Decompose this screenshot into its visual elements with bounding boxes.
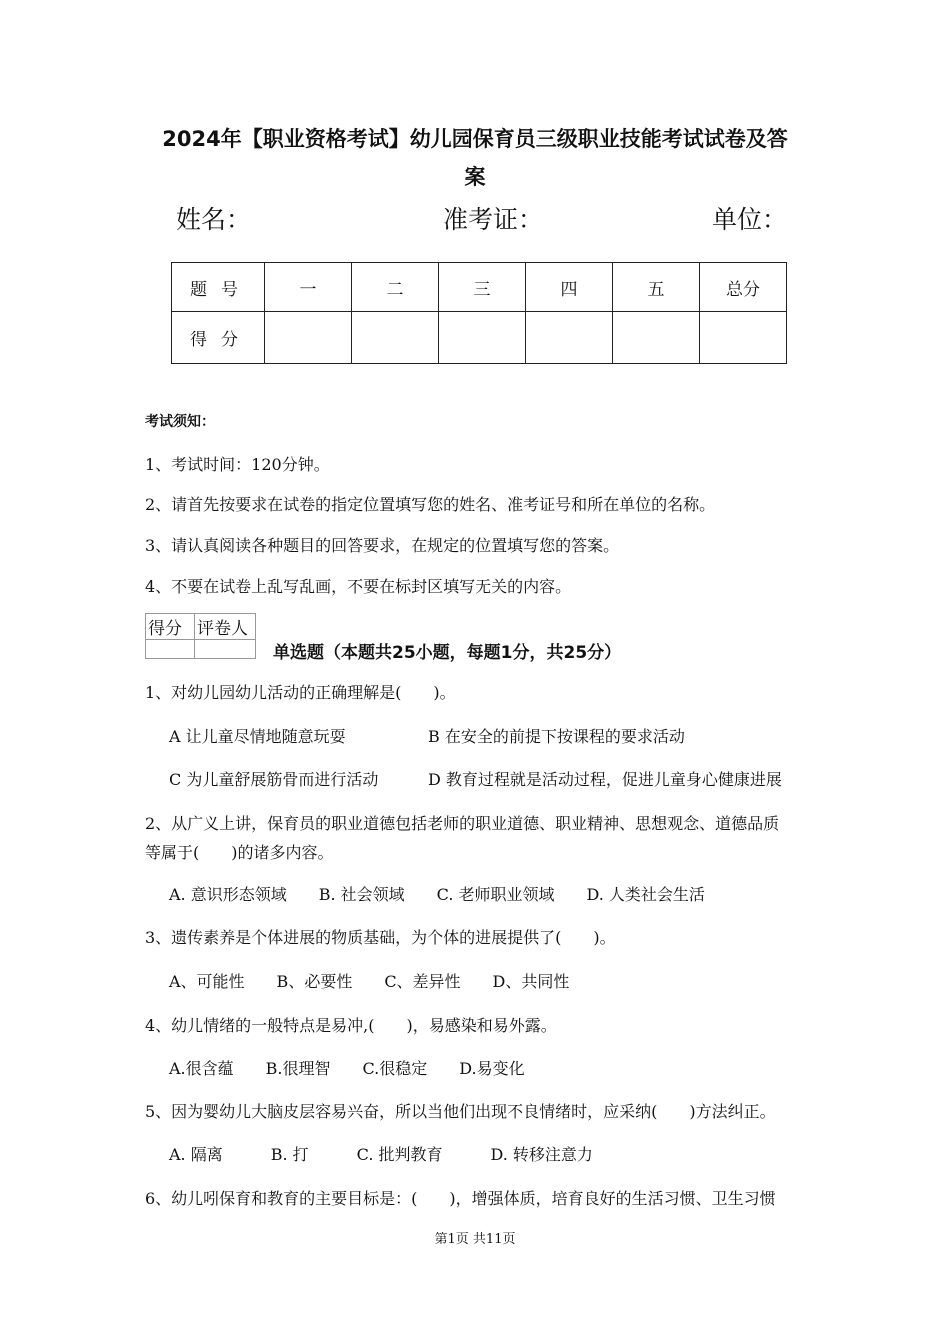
score-table-header-row xyxy=(172,263,787,312)
score-header-label: 题号 xyxy=(172,263,265,312)
score-row-label: 得分 xyxy=(172,312,265,364)
section-title: 单选题（本题共25小题，每题1分，共25分） xyxy=(273,643,622,663)
score-header-3: 三 xyxy=(439,263,526,312)
title-line-2: 案 xyxy=(464,165,486,189)
document-title xyxy=(130,120,820,196)
score-cell-5[interactable] xyxy=(613,312,700,364)
notice-item-1: 1、考试时间：120分钟。 xyxy=(145,455,330,474)
question-4: 4、幼儿情绪的一般特点是易冲,( )，易感染和易外露。 xyxy=(145,1016,557,1035)
question-5: 5、因为婴幼儿大脑皮层容易兴奋，所以当他们出现不良情绪时，应采纳( )方法纠正。 xyxy=(145,1102,776,1121)
page-footer: 第1页 共11页 xyxy=(434,1232,516,1247)
notice-heading: 考试须知： xyxy=(145,414,215,430)
notice-item-4: 4、不要在试卷上乱写乱画，不要在标封区填写无关的内容。 xyxy=(145,577,572,596)
grader-score-label: 得分 xyxy=(146,614,195,640)
question-1-option-c: C 为儿童舒展筋骨而进行活动 xyxy=(169,770,379,789)
score-cell-3[interactable] xyxy=(439,312,526,364)
grader-reviewer-label: 评卷人 xyxy=(195,614,256,640)
score-table-score-row xyxy=(172,312,787,364)
question-6: 6、幼儿吲保育和教育的主要目标是：( )，增强体质，培育良好的生活习惯、卫生习惯 xyxy=(145,1189,776,1208)
score-table xyxy=(171,262,787,364)
notice-item-3: 3、请认真阅读各种题目的回答要求，在规定的位置填写您的答案。 xyxy=(145,536,620,555)
grader-score-cell[interactable] xyxy=(146,640,195,659)
exam-id-field-label: 准考证： xyxy=(443,205,544,234)
question-3-options: A、可能性 B、必要性 C、差异性 D、共同性 xyxy=(169,972,570,991)
name-field-label: 姓名： xyxy=(176,205,252,234)
score-cell-4[interactable] xyxy=(526,312,613,364)
score-header-total: 总分 xyxy=(700,263,787,312)
notice-item-2: 2、请首先按要求在试卷的指定位置填写您的姓名、准考证号和所在单位的名称。 xyxy=(145,495,716,514)
score-header-2: 二 xyxy=(352,263,439,312)
question-5-options: A. 隔离 B. 打 C. 批判教育 D. 转移注意力 xyxy=(169,1145,593,1164)
grader-reviewer-cell[interactable] xyxy=(195,640,256,659)
title-line-1: 2024年【职业资格考试】幼儿园保育员三级职业技能考试试卷及答 xyxy=(162,127,788,151)
question-2-line-1: 2、从广义上讲，保育员的职业道德包括老师的职业道德、职业精神、思想观念、道德品质 xyxy=(145,814,780,833)
score-header-1: 一 xyxy=(265,263,352,312)
score-header-4: 四 xyxy=(526,263,613,312)
score-cell-2[interactable] xyxy=(352,312,439,364)
score-cell-total[interactable] xyxy=(700,312,787,364)
question-2-line-2: 等属于( )的诸多内容。 xyxy=(145,843,334,862)
score-cell-1[interactable] xyxy=(265,312,352,364)
question-1-option-a: A 让儿童尽情地随意玩耍 xyxy=(169,727,346,746)
score-header-5: 五 xyxy=(613,263,700,312)
question-2-options: A. 意识形态领域 B. 社会领域 C. 老师职业领域 D. 人类社会生活 xyxy=(169,885,705,904)
question-1-option-b: B 在安全的前提下按课程的要求活动 xyxy=(428,727,685,746)
grader-box xyxy=(145,613,256,659)
question-1-option-d: D 教育过程就是活动过程，促进儿童身心健康进展 xyxy=(428,770,782,789)
unit-field-label: 单位： xyxy=(712,205,788,234)
question-1: 1、对幼儿园幼儿活动的正确理解是( )。 xyxy=(145,683,456,702)
question-3: 3、遗传素养是个体进展的物质基础，为个体的进展提供了( )。 xyxy=(145,928,616,947)
question-4-options: A.很含蕴 B.很理智 C.很稳定 D.易变化 xyxy=(169,1059,525,1078)
